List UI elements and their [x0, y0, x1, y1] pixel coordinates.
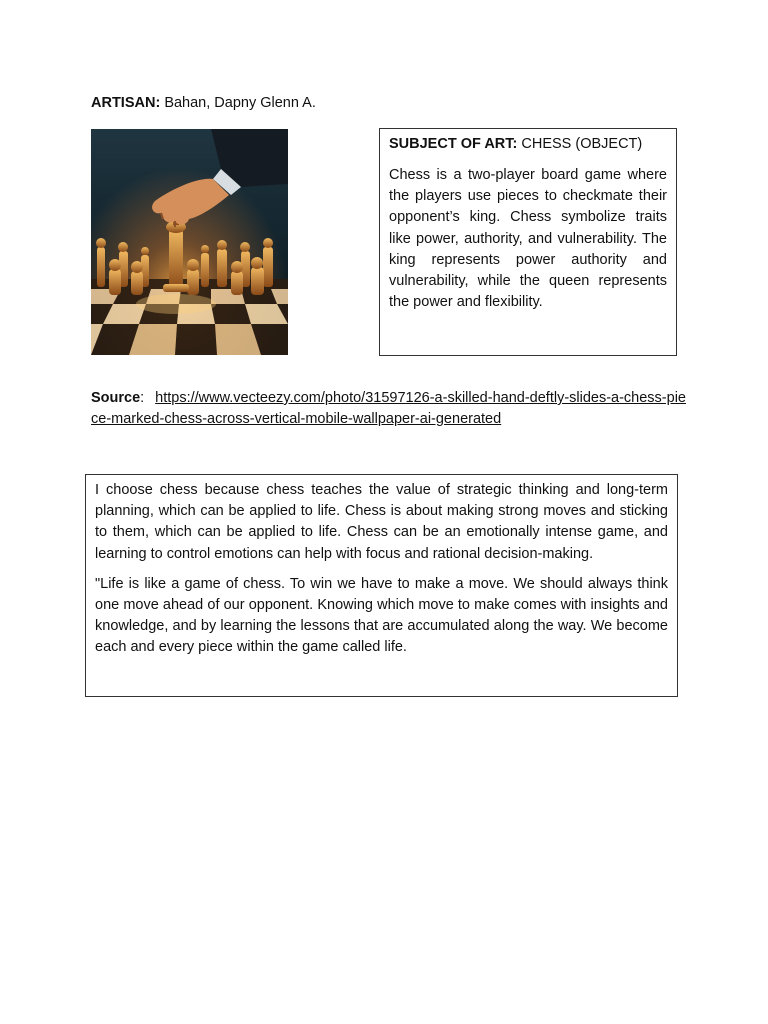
source-link[interactable]: https://www.vecteezy.com/photo/31597126-a-skilled-hand-deftly-slides-a-chess-piece-marked-chess-across-vertical-mobile-wallpaper-ai-generated	[91, 390, 686, 427]
source-line: Source: https://www.vecteezy.com/photo/31597126-a-skilled-hand-deftly-slides-a-chess-piece-marked-chess-across-vertical-mobile-wallpaper-ai-generated	[91, 390, 686, 427]
subject-of-art-box	[379, 128, 677, 356]
reason-box	[85, 474, 678, 697]
subject-heading	[389, 135, 667, 153]
subject-label: SUBJECT OF ART:	[389, 136, 518, 152]
subject-value: CHESS (OBJECT)	[521, 136, 643, 152]
chess-photo	[91, 129, 288, 355]
artisan-line	[91, 94, 316, 112]
subject-description: Chess is a two-player board game where the players use pieces to checkmate their opponent’s king. Chess symbolize traits like power, authority, and vulnerability. The king represents power authority and vulnerability, while the queen represents the power and flexibility.	[389, 167, 667, 311]
artisan-name: Bahan, Dapny Glenn A.	[164, 95, 316, 111]
reason-paragraph-2: "Life is like a game of chess. To win we have to make a move. We should always think one move ahead of our opponent. Knowing which move to make comes with insights and knowledge, and by learning the lessons that are accumulated along the way. We become each and every piece within the game called life.	[95, 575, 668, 656]
reason-paragraph-1: I choose chess because chess teaches the value of strategic thinking and long-term planning, which can be applied to life. Chess is about making strong moves and sticking to them, which can be applied to life. Chess can be an emotionally intense game, and learning to control emotions can help with focus and rational decision-making.	[95, 482, 668, 562]
artisan-label: ARTISAN:	[91, 95, 161, 111]
source-label: Source	[91, 390, 141, 406]
